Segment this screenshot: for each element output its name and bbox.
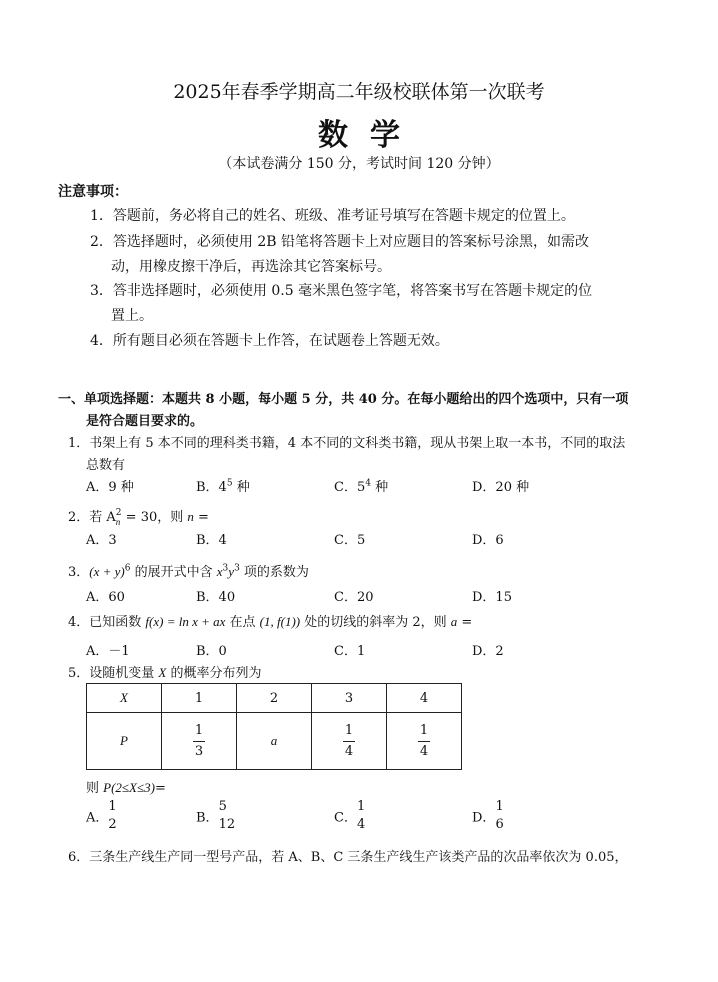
q3-option-a: A．60 — [86, 590, 125, 605]
table-header-cell: 3 — [312, 684, 387, 713]
q2-option-d: D．6 — [472, 533, 504, 548]
question-3-stem: 3．$(x + y)^6$ 的展开式中含 $x^3y^3$ 项的系数为 — [68, 563, 309, 580]
section-heading: 一、单项选择题：本题共 8 小题，每小题 5 分，共 40 分。在每小题给出的四个选项中，只有一项 — [58, 392, 629, 407]
q4-option-d: D．2 — [472, 644, 504, 659]
note-item: 4．所有题目必须在答题卡上作答，在试题卷上答题无效。 — [90, 333, 449, 349]
question-1-stem-cont: 总数有 — [86, 458, 126, 473]
q5-option-a: A． 1 2 — [86, 799, 117, 832]
q4-option-a: A．－1 — [86, 644, 130, 659]
table-header-cell: X — [87, 684, 162, 713]
question-5-query: 则 P(2≤X≤3)= — [86, 780, 166, 796]
q1-option-a: A．9 种 — [86, 480, 134, 495]
q4-option-c: C．1 — [334, 644, 366, 659]
table-row-label: P — [87, 713, 162, 770]
note-item: 置上。 — [111, 308, 153, 324]
q5-option-b: B． 5 12 — [196, 799, 236, 832]
q1-option-d: D．20 种 — [472, 480, 530, 495]
notes-heading: 注意事项： — [58, 184, 128, 200]
question-1-stem: 1．书架上有 5 本不同的理科类书籍，4 本不同的文科类书籍，现从书架上取一本书，不同的取法 — [68, 436, 626, 451]
question-4-stem: 4．已知函数 f(x) = ln x + ax 在点 (1, f(1)) 处的切线的斜率为 2，则 a = — [68, 614, 473, 630]
exam-title: 2025年春季学期高二年级校联体第一次联考 — [173, 81, 545, 103]
section-heading-cont: 是符合题目要求的。 — [86, 414, 204, 429]
q5-option-d: D． 1 6 — [472, 799, 504, 832]
note-item: 1．答题前，务必将自己的姓名、班级、准考证号填写在答题卡规定的位置上。 — [90, 208, 575, 224]
q2-option-a: A．3 — [86, 533, 117, 548]
q3-option-b: B．40 — [196, 590, 236, 605]
table-row — [87, 713, 462, 770]
table-header-cell: 4 — [387, 684, 462, 713]
q1-option-c: C．$5^4$ 种 — [334, 478, 389, 495]
exam-subtitle: （本试卷满分 150 分，考试时间 120 分钟） — [218, 156, 500, 172]
q3-option-c: C．20 — [334, 590, 374, 605]
table-header-cell: 1 — [162, 684, 237, 713]
q2-option-c: C．5 — [334, 533, 366, 548]
q1-option-b: B．$4^5$ 种 — [196, 478, 250, 495]
table-row — [87, 684, 462, 713]
note-item: 2．答选择题时，必须使用 2B 铅笔将答题卡上对应题目的答案标号涂黑，如需改 — [90, 234, 590, 250]
note-item: 3．答非选择题时，必须使用 0.5 毫米黑色签字笔，将答案书写在答题卡规定的位 — [90, 283, 593, 299]
subject-title: 数学 — [318, 118, 422, 153]
q3-option-d: D．15 — [472, 590, 512, 605]
probability-distribution-table — [86, 683, 462, 770]
q4-option-b: B．0 — [196, 644, 227, 659]
q5-option-c: C． 1 4 — [334, 799, 366, 832]
table-cell: $\frac{1}{3}$ — [162, 713, 237, 770]
question-6-stem: 6．三条生产线生产同一型号产品，若 A、B、C 三条生产线生产该类产品的次品率依次为 0.05， — [68, 850, 628, 865]
note-item: 动，用橡皮擦干净后，再选涂其它答案标号。 — [111, 259, 391, 275]
table-cell: $\frac{1}{4}$ — [312, 713, 387, 770]
table-cell: $\frac{1}{4}$ — [387, 713, 462, 770]
question-5-stem: 5．设随机变量 X 的概率分布列为 — [68, 665, 262, 681]
question-2-stem: 2．若 A 2 n = 30，则 n = — [68, 507, 209, 527]
q2-option-b: B．4 — [196, 533, 227, 548]
table-cell: a — [237, 713, 312, 770]
table-header-cell: 2 — [237, 684, 312, 713]
